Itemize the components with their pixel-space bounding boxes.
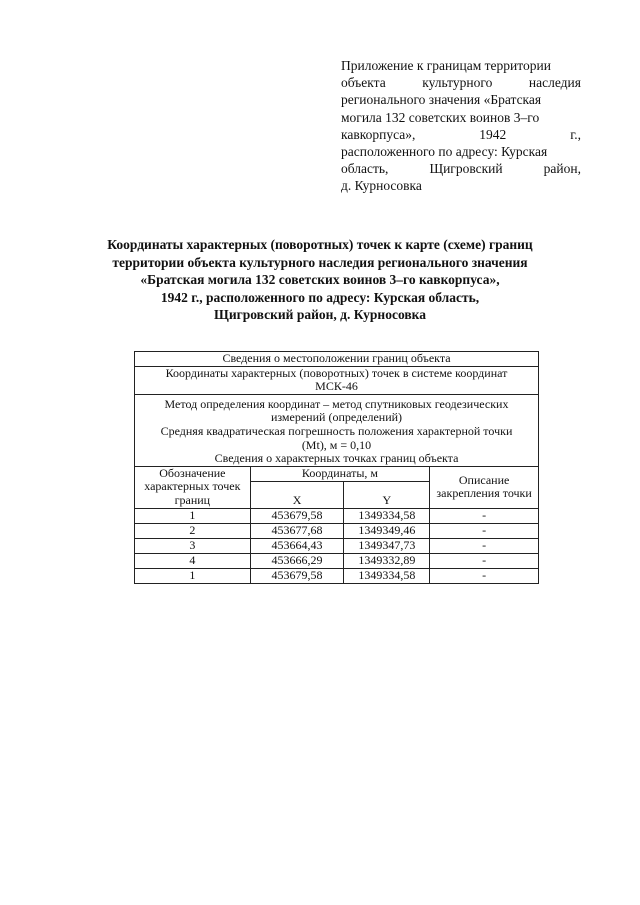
section-coordinate-system: Координаты характерных (поворотных) точек в системе координат МСК-46: [135, 366, 539, 394]
section-location: Сведения о местоположении границ объекта: [135, 352, 539, 367]
appendix-line: кавкорпуса», 1942 г.,: [341, 126, 581, 142]
x-cell: 453664,43: [250, 538, 344, 553]
appendix-line: Приложение к границам территории: [341, 58, 551, 73]
header-description: Описание закрепления точки: [430, 466, 539, 508]
point-cell: 4: [135, 553, 251, 568]
title-line: «Братская могила 132 советских воинов 3–го кавкорпуса»,: [140, 272, 500, 287]
point-cell: 3: [135, 538, 251, 553]
x-cell: 453679,58: [250, 508, 344, 523]
y-cell: 1349347,73: [344, 538, 430, 553]
desc-cell: -: [430, 508, 539, 523]
title-line: 1942 г., расположенного по адресу: Курская область,: [160, 289, 480, 305]
appendix-line: могила 132 советских воинов 3–го: [341, 109, 540, 125]
appendix-line: регионального значения «Братская: [341, 92, 542, 108]
x-cell: 453679,58: [250, 568, 344, 583]
y-cell: 1349334,58: [344, 508, 430, 523]
header-row: [135, 466, 539, 481]
x-cell: 453677,68: [250, 523, 344, 538]
header-x: X: [250, 481, 344, 508]
appendix-note: [341, 57, 581, 195]
table-row: [135, 553, 539, 568]
title-line: Координаты характерных (поворотных) точек к карте (схеме) границ: [107, 237, 533, 252]
title-line: территории объекта культурного наследия регионального значения: [112, 254, 528, 270]
coordinates-table: [134, 351, 539, 584]
document-title: [70, 236, 570, 324]
desc-cell: -: [430, 568, 539, 583]
desc-cell: -: [430, 538, 539, 553]
x-cell: 453666,29: [250, 553, 344, 568]
section-location-row: [135, 352, 539, 367]
table-row: [135, 508, 539, 523]
table-row: [135, 568, 539, 583]
table-row: [135, 523, 539, 538]
title-line: Щигровский район, д. Курносовка: [214, 307, 426, 322]
section-method-row: [135, 394, 539, 466]
desc-cell: -: [430, 553, 539, 568]
y-cell: 1349349,46: [344, 523, 430, 538]
point-cell: 1: [135, 508, 251, 523]
appendix-line: объекта культурного наследия: [341, 75, 581, 91]
desc-cell: -: [430, 523, 539, 538]
table-row: [135, 538, 539, 553]
y-cell: 1349332,89: [344, 553, 430, 568]
appendix-line: область, Щигровский район,: [341, 161, 581, 177]
point-cell: 2: [135, 523, 251, 538]
header-designation: Обозначение характерных точек границ: [135, 466, 251, 508]
section-system-row: [135, 366, 539, 394]
appendix-line: расположенного по адресу: Курская: [341, 144, 548, 160]
appendix-line: д. Курносовка: [341, 178, 422, 194]
header-y: Y: [344, 481, 430, 508]
header-coordinates: Координаты, м: [250, 466, 430, 481]
y-cell: 1349334,58: [344, 568, 430, 583]
section-method: Метод определения координат – метод спутниковых геодезических измерений (определений) Средняя квадратическая погрешность положения характерной точки (Mt), м = 0,10 Сведения о характерных точках границ объекта: [135, 394, 539, 466]
point-cell: 1: [135, 568, 251, 583]
